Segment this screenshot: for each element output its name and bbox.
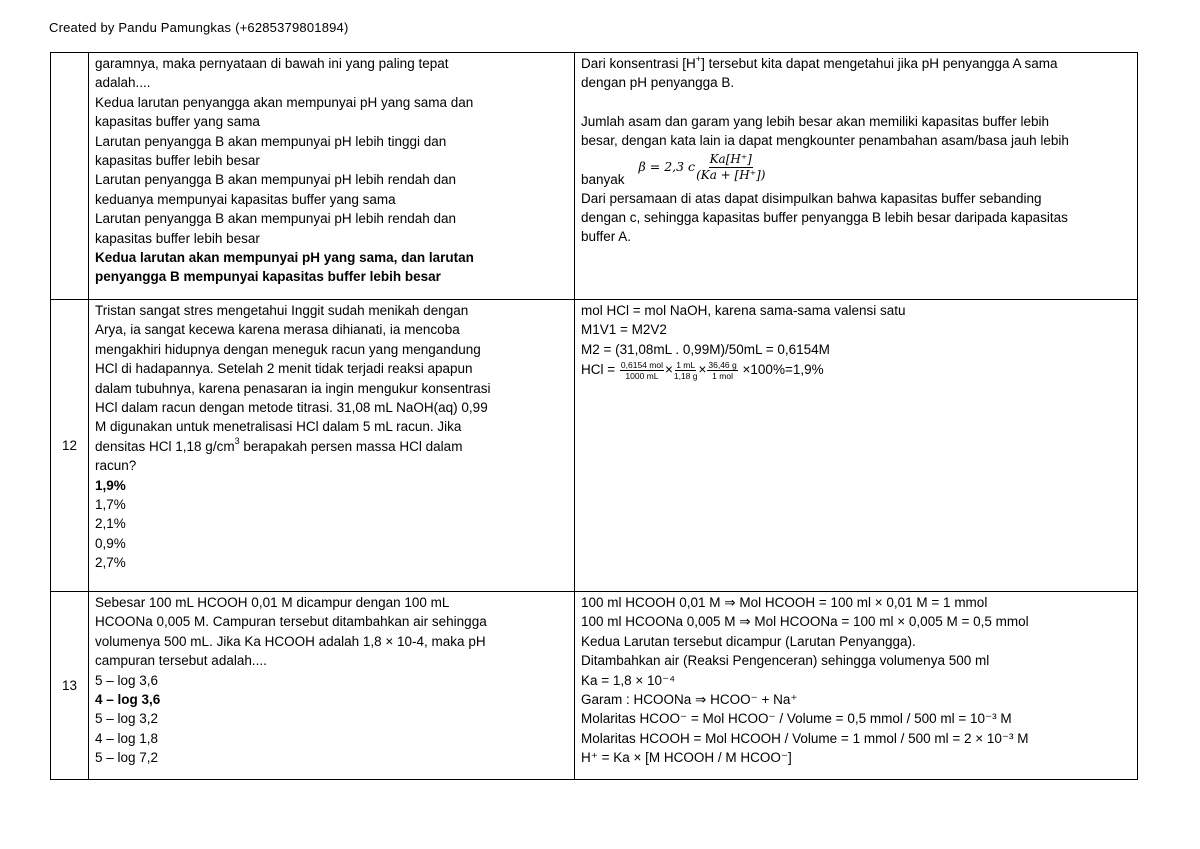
numerator: 0,6154 mol (620, 360, 663, 371)
correct-option-line: 1,9% (95, 477, 126, 493)
answer-line: buffer A. (581, 229, 632, 245)
denominator: 1000 mL (625, 371, 659, 382)
option-a-line: Kedua larutan penyangga akan mempunyai pH yang sama dan (95, 94, 474, 110)
answer-text: banyak (581, 171, 625, 187)
question-line: volumenya 500 mL. Jika Ka HCOOH adalah 1,8 × 10-4, maka pH (95, 633, 486, 649)
answer-line: dengan c, sehingga kapasitas buffer penyangga B lebih besar daripada kapasitas (581, 210, 1068, 226)
answer-cell (575, 53, 1138, 300)
formula-prefix: HCl = (581, 362, 616, 378)
answer-line: 100 ml HCOOH 0,01 M ⇒ Mol HCOOH = 100 ml × 0,01 M = 1 mmol (581, 595, 988, 610)
option-line: 2,1% (95, 516, 126, 532)
question-line: adalah.... (95, 75, 151, 91)
table-row (51, 300, 1138, 592)
option-line: 5 – log 3,2 (95, 711, 159, 727)
superscript: + (695, 53, 702, 64)
option-d-line: Larutan penyangga B akan mempunyai pH lebih rendah dan (95, 211, 457, 227)
answer-line: Garam : HCOONa ⇒ HCOO⁻ + Na⁺ (581, 692, 798, 708)
option-line: 5 – log 3,6 (95, 672, 159, 688)
question-text: densitas HCl 1,18 g/cm (95, 438, 235, 454)
question-line: Tristan sangat stres mengetahui Inggit sudah menikah dengan (95, 303, 469, 318)
question-line: garamnya, maka pernyataan di bawah ini yang paling tepat (95, 56, 449, 71)
times-sign: × (664, 362, 673, 378)
answer-line: Kedua Larutan tersebut dicampur (Larutan Penyangga). (581, 633, 916, 649)
answer-line: Ka = 1,8 × 10⁻⁴ (581, 672, 675, 688)
row-number: 13 (51, 592, 89, 780)
equation-lhs: β = 2,3 c (638, 159, 696, 175)
superscript: 3 (234, 436, 240, 447)
answer-cell (575, 592, 1138, 780)
question-cell (89, 53, 575, 300)
answer-line: M1V1 = M2V2 (581, 322, 667, 338)
answer-line: Jumlah asam dan garam yang lebih besar akan memiliki kapasitas buffer lebih (581, 113, 1049, 129)
fraction-molar-mass (707, 360, 737, 381)
question-line: HCl dalam racun dengan metode titrasi. 31,08 mL NaOH(aq) 0,99 (95, 400, 488, 416)
option-c-line: Larutan penyangga B akan mempunyai pH lebih rendah dan (95, 172, 457, 188)
question-line: HCl di hadapannya. Setelah 2 menit tidak terjadi reaksi apapun (95, 361, 473, 377)
question-text: berapakah persen massa HCl dalam (239, 438, 463, 454)
question-line: Arya, ia sangat kecewa karena merasa dihianati, ia mencoba (95, 322, 460, 338)
correct-option-line: Kedua larutan akan mempunyai pH yang sama, dan larutan (95, 250, 474, 266)
option-line: 1,7% (95, 497, 126, 513)
answer-line: Dari persamaan di atas dapat disimpulkan bahwa kapasitas buffer sebanding (581, 190, 1042, 206)
question-line (95, 437, 568, 456)
answer-line: besar, dengan kata lain ia dapat mengkounter penambahan asam/basa jauh lebih (581, 133, 1069, 149)
option-b-line: Larutan penyangga B akan mempunyai pH lebih tinggi dan (95, 133, 447, 149)
fraction-volume-per-mass (674, 360, 698, 381)
fraction-mol-per-volume (620, 360, 664, 381)
correct-option-line: penyangga B mempunyai kapasitas buffer lebih besar (95, 269, 441, 285)
option-b-line: kapasitas buffer lebih besar (95, 153, 260, 169)
denominator: 1,18 g (673, 371, 698, 382)
question-line: racun? (95, 458, 137, 474)
option-a-line: kapasitas buffer yang sama (95, 114, 260, 130)
answer-line: Ditambahkan air (Reaksi Pengenceran) sehingga volumenya 500 ml (581, 653, 990, 669)
question-line: campuran tersebut adalah.... (95, 653, 267, 669)
equation-fraction (696, 152, 765, 183)
table-row (51, 592, 1138, 780)
buffer-capacity-equation-row (581, 151, 1131, 189)
question-cell (89, 592, 575, 780)
answer-cell (575, 300, 1138, 592)
question-line: HCOONa 0,005 M. Campuran tersebut ditambahkan air sehingga (95, 614, 487, 630)
option-line: 4 – log 1,8 (95, 730, 159, 746)
denominator: 1 mol (712, 371, 733, 382)
numerator: 36,46 g (708, 360, 737, 371)
answer-line: 100 ml HCOONa 0,005 M ⇒ Mol HCOONa = 100 ml × 0,005 M = 0,5 mmol (581, 614, 1029, 630)
correct-option-line: 4 – log 3,6 (95, 692, 161, 708)
blank-line (581, 93, 1131, 112)
times-sign: × (698, 362, 707, 378)
question-cell (89, 300, 575, 592)
numerator: Ka[H⁺] (709, 151, 752, 166)
answer-line (581, 54, 1131, 73)
table-row (51, 53, 1138, 300)
option-line: 0,9% (95, 535, 126, 551)
hcl-percent-formula (581, 360, 1131, 381)
question-line: M digunakan untuk menetralisasi HCl dalam 5 mL racun. Jika (95, 419, 462, 435)
buffer-capacity-equation (639, 152, 767, 183)
option-c-line: keduanya mempunyai kapasitas buffer yang sama (95, 191, 396, 207)
question-line: dalam tubuhnya, karena penasaran ia ingin mengukur konsentrasi (95, 380, 491, 396)
denominator: (Ka + [H⁺]) (696, 167, 766, 182)
formula-result: ×100%=1,9% (742, 362, 824, 378)
option-d-line: kapasitas buffer lebih besar (95, 230, 260, 246)
document-credit: Created by Pandu Pamungkas (+6285379801894) (49, 20, 349, 35)
option-line: 2,7% (95, 555, 126, 571)
numerator: 1 mL (676, 360, 696, 371)
answer-text: ] tersebut kita dapat mengetahui jika pH penyangga A sama (701, 56, 1058, 71)
row-number (51, 53, 89, 300)
answer-line: M2 = (31,08mL . 0,99M)/50mL = 0,6154M (581, 341, 830, 357)
question-line: mengakhiri hidupnya dengan meneguk racun yang mengandung (95, 341, 481, 357)
question-line: Sebesar 100 mL HCOOH 0,01 M dicampur dengan 100 mL (95, 595, 450, 610)
answer-line: dengan pH penyangga B. (581, 75, 735, 91)
row-number: 12 (51, 300, 89, 592)
answer-line: H⁺ = Ka × [M HCOOH / M HCOO⁻] (581, 750, 792, 766)
question-table (50, 52, 1138, 780)
answer-text: Dari konsentrasi [H (581, 56, 696, 71)
answer-line: Molaritas HCOOH = Mol HCOOH / Volume = 1 mmol / 500 ml = 2 × 10⁻³ M (581, 730, 1029, 746)
answer-line: Molaritas HCOO⁻ = Mol HCOO⁻ / Volume = 0,5 mmol / 500 ml = 10⁻³ M (581, 711, 1012, 727)
option-line: 5 – log 7,2 (95, 750, 159, 766)
answer-line: mol HCl = mol NaOH, karena sama-sama valensi satu (581, 303, 906, 318)
